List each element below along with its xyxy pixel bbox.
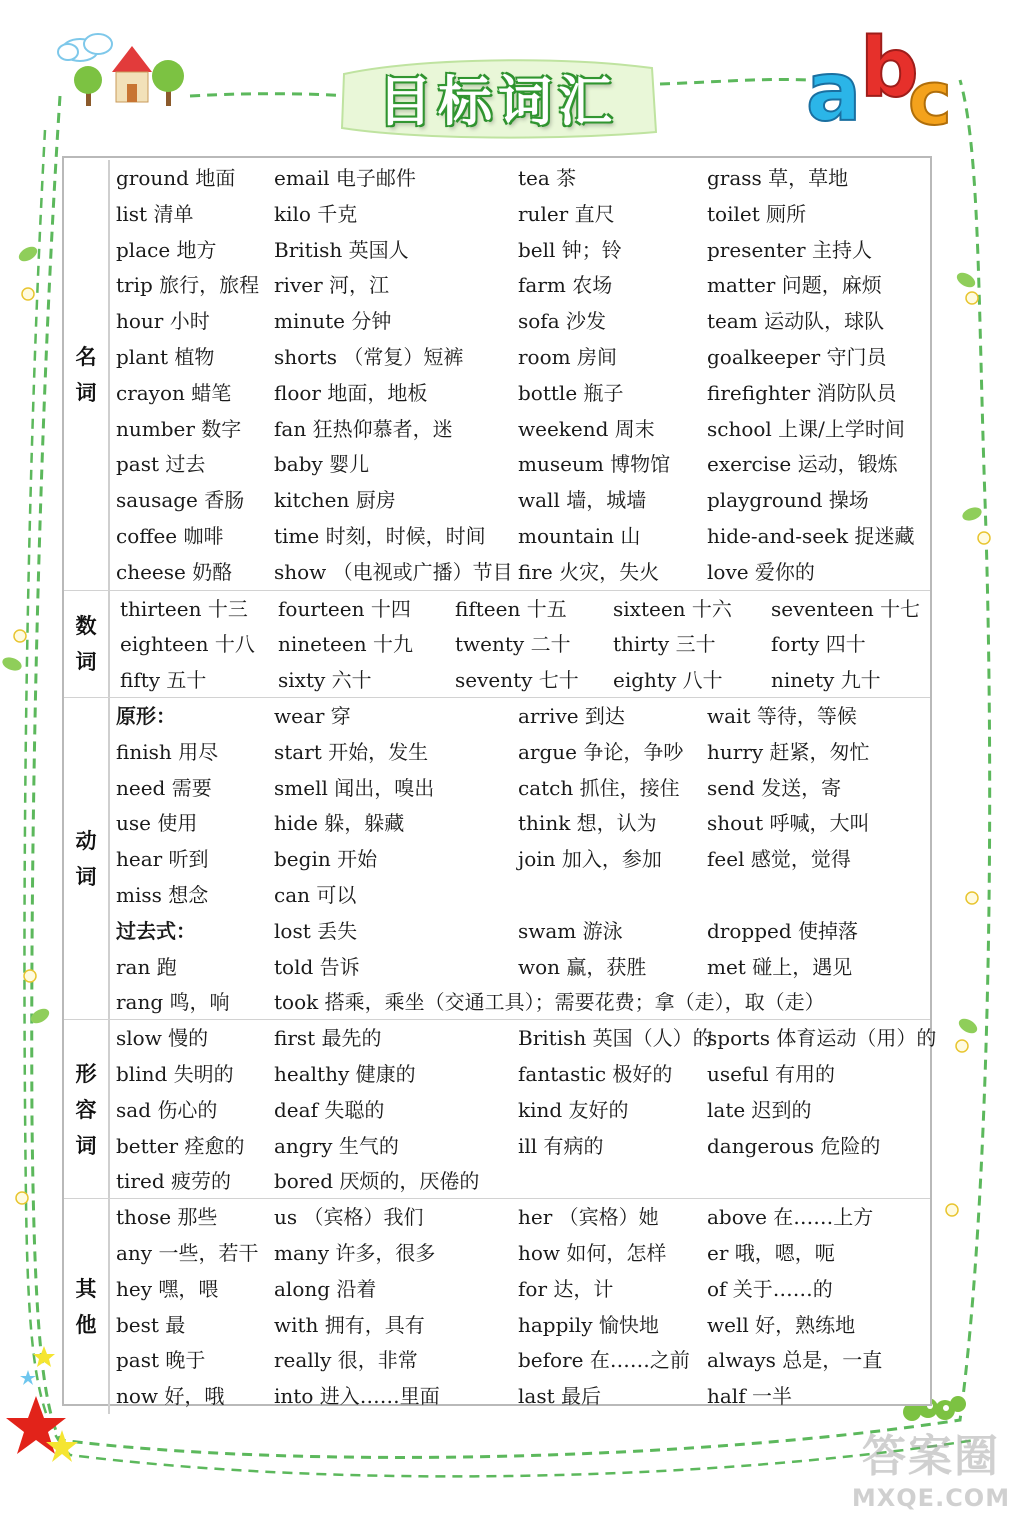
vocab-entry: those 那些 — [116, 1205, 218, 1230]
vocab-entry: forty 四十 — [771, 632, 866, 657]
table-row — [64, 196, 930, 232]
table-row — [64, 805, 930, 841]
watermark-logo-text: 答案圈 — [862, 1431, 1000, 1482]
vocab-entry: school 上课/上学时间 — [707, 416, 905, 441]
table-row — [64, 1056, 930, 1092]
category-char: 容 — [75, 1097, 97, 1122]
vocab-entry: well 好，熟练地 — [707, 1312, 856, 1337]
table-row — [64, 949, 930, 985]
vocab-entry: matter 问题，麻烦 — [707, 273, 882, 298]
watermark-url: MXQE.COM — [851, 1484, 1011, 1512]
vocab-entry: last 最后 — [518, 1384, 601, 1409]
table-row — [64, 1307, 930, 1343]
vocab-entry: coffee 咖啡 — [116, 524, 224, 548]
vocab-entry: past 晚于 — [116, 1348, 206, 1373]
vocab-entry: farm 农场 — [518, 273, 613, 298]
vocab-entry: time 时刻，时候，时间 — [274, 524, 486, 548]
vocab-entry: trip 旅行，旅程 — [116, 273, 260, 298]
vocab-entry: ground 地面 — [116, 166, 236, 190]
vocab-entry: kilo 千克 — [274, 201, 358, 226]
vocab-entry: how 如何，怎样 — [518, 1240, 667, 1265]
table-row — [64, 984, 930, 1020]
vocab-entry: wear 穿 — [274, 704, 351, 728]
table-row — [64, 1163, 930, 1199]
vocab-entry: into 进入……里面 — [274, 1384, 440, 1409]
table-row — [64, 591, 930, 627]
table-row — [64, 841, 930, 877]
vocab-entry: think 想，认为 — [518, 811, 657, 836]
vocab-entry: send 发送，寄 — [707, 775, 842, 800]
vocab-entry: hurry 赶紧，匆忙 — [707, 739, 870, 764]
table-row — [64, 375, 930, 411]
category-char: 形 — [75, 1061, 97, 1086]
vocab-entry: hide 躲，躲藏 — [274, 811, 405, 836]
vocab-entry: crayon 蜡笔 — [116, 380, 232, 405]
table-row — [64, 1128, 930, 1164]
vocab-entry: tired 疲劳的 — [116, 1169, 231, 1194]
vocab-entry: can 可以 — [274, 883, 357, 907]
vocab-entry: sad 伤心的 — [116, 1097, 218, 1122]
vocab-entry: fan 狂热仰慕者，迷 — [274, 416, 453, 441]
vocab-entry: blind 失明的 — [116, 1061, 234, 1086]
table-row — [64, 446, 930, 482]
vocab-entry: told 告诉 — [274, 954, 360, 979]
vocab-entry: better 痊愈的 — [116, 1133, 245, 1158]
vocab-entry: angry 生气的 — [274, 1133, 399, 1158]
vocab-entry: first 最先的 — [274, 1026, 382, 1051]
vocab-entry: baby 婴儿 — [274, 452, 370, 477]
vocab-entry: now 好，哦 — [116, 1384, 225, 1409]
vocab-entry: use 使用 — [116, 811, 198, 836]
vocab-entry: river 河，江 — [274, 273, 390, 298]
vocab-entry: healthy 健康的 — [274, 1061, 416, 1086]
vocab-entry: plant 植物 — [116, 345, 215, 369]
table-row — [64, 1271, 930, 1307]
table-row — [64, 662, 930, 698]
vocab-entry: museum 博物馆 — [518, 452, 671, 477]
vocab-entry: er 哦，嗯，呃 — [707, 1240, 835, 1265]
table-row — [64, 267, 930, 303]
vocab-entry: lost 丢失 — [274, 918, 358, 943]
category-char: 动 — [75, 829, 97, 854]
table-row — [64, 339, 930, 375]
table-row — [64, 913, 930, 949]
vocab-entry: show （电视或广播）节目 — [274, 559, 513, 584]
vocab-entry: of 关于……的 — [707, 1276, 833, 1301]
vocab-entry: playground 操场 — [707, 488, 869, 513]
vocab-entry: won 赢，获胜 — [518, 954, 647, 979]
table-row — [64, 232, 930, 268]
vocab-entry: hide-and-seek 捉迷藏 — [707, 524, 915, 548]
vocab-entry: deaf 失聪的 — [274, 1097, 385, 1122]
vocab-entry: toilet 厕所 — [707, 201, 807, 226]
vocab-entry: fire 火灾，失火 — [518, 559, 660, 584]
vocab-entry: thirteen 十三 — [120, 596, 248, 621]
watermark — [836, 1420, 1024, 1520]
vocab-section — [64, 590, 930, 698]
table-row — [64, 626, 930, 662]
vocab-entry: list 清单 — [116, 201, 194, 226]
vocab-entry: love 爱你的 — [707, 559, 815, 584]
category-char: 名 — [75, 344, 97, 369]
category-char: 词 — [75, 865, 97, 890]
vocab-entry: twenty 二十 — [455, 632, 571, 657]
vocab-entry: us （宾格）我们 — [274, 1205, 424, 1230]
vocab-entry: ruler 直尺 — [518, 201, 615, 226]
vocab-entry: presenter 主持人 — [707, 237, 872, 262]
table-row — [64, 1092, 930, 1128]
vocab-entry: met 碰上，遇见 — [707, 954, 853, 979]
vocab-entry: bottle 瓶子 — [518, 380, 624, 405]
vocab-entry: really 很，非常 — [274, 1348, 418, 1373]
category-char: 数 — [75, 614, 97, 639]
vocab-entry: firefighter 消防队员 — [707, 380, 897, 405]
vocab-entry: hour 小时 — [116, 309, 210, 334]
vocab-entry: catch 抓住，接住 — [518, 775, 680, 800]
vocab-section — [64, 1019, 937, 1199]
vocab-entry: sixteen 十六 — [613, 596, 732, 621]
vocab-entry: start 开始，发生 — [274, 739, 429, 764]
category-char: 其 — [75, 1276, 97, 1301]
vocab-entry: weekend 周末 — [518, 416, 655, 441]
vocab-entry: email 电子邮件 — [274, 166, 416, 190]
table-row — [64, 518, 930, 554]
table-row — [64, 411, 930, 447]
vocab-entry: cheese 奶酪 — [116, 559, 233, 584]
vocab-entry: late 迟到的 — [707, 1097, 812, 1122]
vocab-entry: eighty 八十 — [613, 668, 723, 693]
vocab-entry: sports 体育运动（用）的 — [707, 1026, 937, 1051]
vocab-entry: seventeen 十七 — [771, 596, 921, 621]
vocab-entry: begin 开始 — [274, 847, 378, 872]
category-char: 他 — [75, 1312, 97, 1337]
vocab-entry: kitchen 厨房 — [274, 488, 396, 513]
vocab-entry: room 房间 — [518, 345, 617, 369]
vocab-entry: slow 慢的 — [116, 1026, 209, 1051]
vocabulary-table — [62, 156, 937, 1409]
vocab-entry: feel 感觉，觉得 — [707, 847, 851, 872]
vocab-entry: rang 鸣，响 — [116, 990, 230, 1015]
vocab-entry: always 总是，一直 — [707, 1348, 883, 1373]
table-row — [64, 1342, 930, 1378]
vocab-entry: place 地方 — [116, 237, 217, 262]
table-row — [64, 877, 930, 913]
vocab-entry: sofa 沙发 — [518, 309, 606, 334]
vocab-entry: ill 有病的 — [518, 1133, 604, 1158]
table-row — [64, 1378, 930, 1414]
vocab-entry: finish 用尽 — [116, 739, 219, 764]
vocab-entry: seventy 七十 — [455, 668, 579, 693]
vocab-entry: exercise 运动，锻炼 — [707, 452, 898, 477]
table-row — [64, 734, 930, 770]
vocab-entry: fifteen 十五 — [455, 596, 567, 621]
vocab-entry: hey 嘿，喂 — [116, 1276, 219, 1301]
table-row — [64, 554, 930, 590]
vocab-entry: floor 地面，地板 — [274, 380, 428, 405]
vocab-entry: past 过去 — [116, 452, 206, 477]
vocab-entry: join 加入，参加 — [518, 847, 662, 872]
vocab-entry: her （宾格）她 — [518, 1205, 659, 1230]
vocab-entry: shorts （常复）短裤 — [274, 345, 464, 369]
vocab-entry: nineteen 十九 — [278, 632, 413, 657]
category-char: 词 — [75, 1133, 97, 1158]
vocab-entry: argue 争论，争吵 — [518, 739, 684, 764]
vocab-entry: before 在……之前 — [518, 1348, 690, 1373]
table-row — [64, 482, 930, 518]
vocab-entry: swam 游泳 — [518, 918, 623, 943]
vocab-entry: grass 草，草地 — [707, 166, 849, 190]
vocab-entry: useful 有用的 — [707, 1061, 836, 1086]
vocab-entry: British 英国（人）的 — [518, 1026, 713, 1051]
vocab-section — [64, 160, 930, 590]
table-row — [64, 698, 930, 734]
vocab-entry: fourteen 十四 — [278, 596, 411, 621]
vocab-entry: smell 闻出，嗅出 — [274, 775, 435, 800]
vocab-entry: happily 愉快地 — [518, 1312, 659, 1337]
vocab-entry: dropped 使掉落 — [707, 918, 859, 943]
abc-logo — [806, 20, 966, 130]
table-row — [64, 160, 930, 196]
vocab-entry: sausage 香肠 — [116, 488, 245, 513]
vocab-entry: British 英国人 — [274, 237, 409, 262]
vocab-entry: minute 分钟 — [274, 309, 392, 334]
vocab-entry: dangerous 危险的 — [707, 1133, 881, 1158]
vocab-entry: many 许多，很多 — [274, 1240, 436, 1265]
vocab-entry: thirty 三十 — [613, 632, 716, 657]
vocab-entry: bell 钟；铃 — [518, 237, 622, 262]
vocab-entry: eighteen 十八 — [120, 632, 255, 657]
vocab-entry: goalkeeper 守门员 — [707, 345, 887, 369]
vocab-entry: hear 听到 — [116, 847, 209, 872]
vocab-entry: wait 等待，等候 — [707, 704, 857, 728]
table-row — [64, 770, 930, 806]
page-title: 目标词汇 — [378, 69, 618, 133]
vocab-entry: miss 想念 — [116, 883, 209, 907]
vocab-entry: ninety 九十 — [771, 668, 881, 693]
vocab-entry: ran 跑 — [116, 954, 177, 979]
subsection-heading: 过去式： — [116, 918, 196, 943]
table-row — [64, 1199, 930, 1235]
vocab-entry: need 需要 — [116, 775, 212, 800]
category-char: 词 — [75, 650, 97, 675]
vocab-entry: kind 友好的 — [518, 1097, 629, 1122]
vocab-entry: half 一半 — [707, 1384, 792, 1409]
vocab-entry: tea 茶 — [518, 166, 577, 190]
vocab-entry: bored 厌烦的，厌倦的 — [274, 1169, 480, 1194]
logo-letter-c: c — [908, 56, 952, 130]
vocab-entry: arrive 到达 — [518, 704, 625, 728]
vocab-entry: above 在……上方 — [707, 1205, 874, 1230]
vocab-entry: sixty 六十 — [278, 668, 372, 693]
table-row — [64, 1020, 937, 1056]
vocab-section — [64, 697, 930, 1020]
subsection-heading: 原形： — [116, 704, 176, 728]
vocab-section — [64, 1198, 930, 1414]
vocab-entry: for 达，计 — [518, 1276, 614, 1301]
page-title-banner — [348, 62, 648, 132]
vocab-entry: any 一些，若干 — [116, 1240, 259, 1265]
vocab-entry: wall 墙，城墙 — [518, 488, 647, 513]
vocab-entry: fifty 五十 — [120, 668, 207, 693]
vocab-entry: along 沿着 — [274, 1276, 377, 1301]
vocab-entry: mountain 山 — [518, 524, 641, 548]
logo-letter-b: b — [860, 21, 919, 116]
table-row — [64, 303, 930, 339]
logo-letter-a: a — [806, 45, 862, 130]
vocab-entry: best 最 — [116, 1312, 186, 1337]
category-char: 词 — [75, 380, 97, 405]
vocab-entry: shout 呼喊，大叫 — [707, 811, 870, 836]
vocab-entry: fantastic 极好的 — [518, 1061, 673, 1086]
vocab-entry: with 拥有，具有 — [274, 1312, 425, 1337]
table-row — [64, 1235, 930, 1271]
vocab-entry: number 数字 — [116, 416, 242, 441]
vocab-entry: team 运动队，球队 — [707, 309, 885, 334]
vocab-entry: took 搭乘，乘坐（交通工具）；需要花费；拿（走），取（走） — [274, 990, 825, 1015]
